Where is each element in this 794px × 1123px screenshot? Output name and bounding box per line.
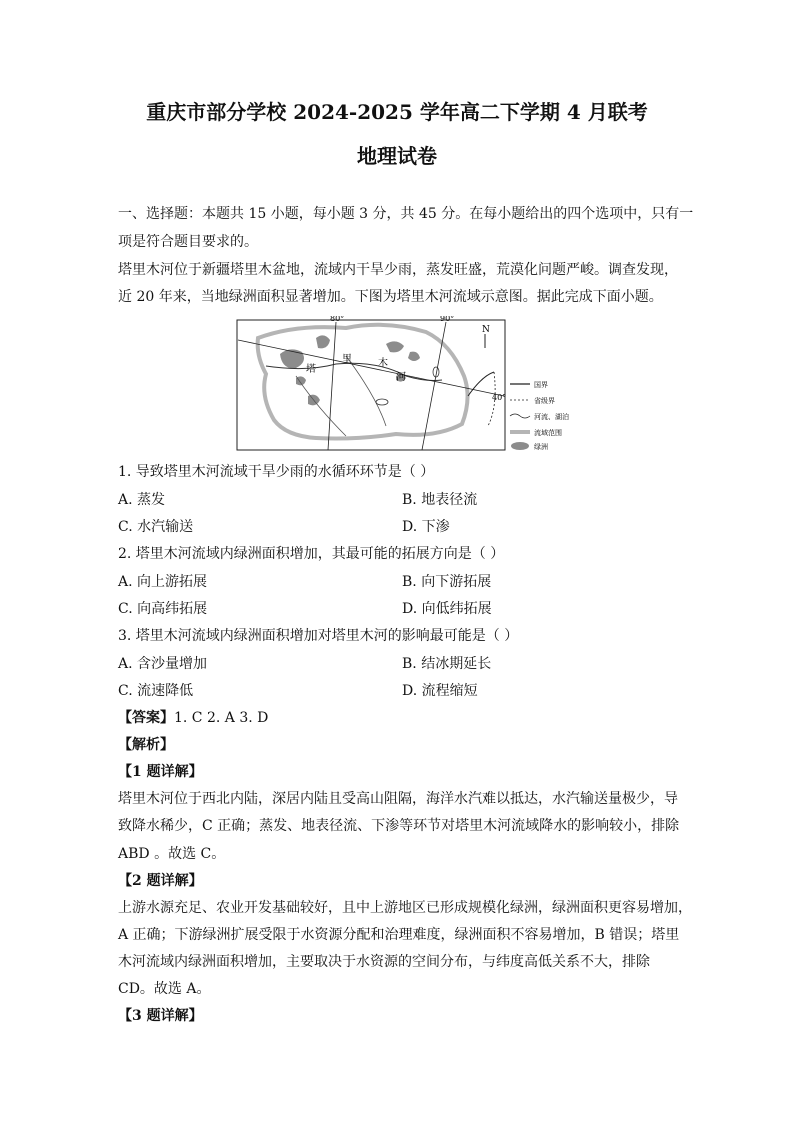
option-a[interactable]: A. 向上游拓展 bbox=[118, 574, 208, 590]
analysis-line: CD。故选 A。 bbox=[118, 981, 211, 997]
north-label: N bbox=[482, 325, 490, 335]
passage-line: 塔里木河位于新疆塔里木盆地，流域内干旱少雨，蒸发旺盛，荒漠化问题严峻。调查发现， bbox=[118, 262, 678, 278]
question-stem: 2. 塔里木河流域内绿洲面积增加，其最可能的拓展方向是（ ） bbox=[118, 546, 505, 562]
option-b[interactable]: B. 向下游拓展 bbox=[402, 574, 492, 590]
question-stem: 1. 导致塔里木河流域干旱少雨的水循环环节是（ ） bbox=[118, 464, 435, 480]
option-c[interactable]: C. 流速降低 bbox=[118, 683, 194, 699]
map-legend bbox=[510, 380, 569, 451]
option-a[interactable]: A. 含沙量增加 bbox=[118, 656, 208, 672]
option-c[interactable]: C. 向高纬拓展 bbox=[118, 601, 208, 617]
option-b[interactable]: B. 结冰期延长 bbox=[402, 656, 492, 672]
page-title: 重庆市部分学校 2024-2025 学年高二下学期 4 月联考 bbox=[146, 100, 648, 124]
option-d[interactable]: D. 向低纬拓展 bbox=[402, 601, 492, 617]
passage-line: 近 20 年来，当地绿洲面积显著增加。下图为塔里木河流域示意图。据此完成下面小题。 bbox=[118, 289, 663, 305]
q2-analysis-label: 【2 题详解】 bbox=[118, 873, 203, 889]
place-char: 木 bbox=[378, 358, 388, 369]
analysis-line: ABD 。故选 C。 bbox=[118, 846, 226, 862]
legend-label: 河流、湖泊 bbox=[534, 413, 569, 421]
section-intro-line: 一、选择题：本题共 15 小题，每小题 3 分，共 45 分。在每小题给出的四个选项中，只有一 bbox=[118, 206, 694, 222]
page-subtitle: 地理试卷 bbox=[357, 144, 437, 168]
legend-oasis-icon bbox=[511, 442, 529, 450]
place-char: 塔 bbox=[306, 364, 316, 375]
analysis-line: 致降水稀少，C 正确；蒸发、地表径流、下渗等环节对塔里木河流域降水的影响较小，排除 bbox=[118, 818, 680, 834]
answer-row bbox=[118, 707, 268, 727]
section-intro-line: 项是符合题目要求的。 bbox=[118, 234, 258, 250]
option-b[interactable]: B. 地表径流 bbox=[402, 492, 478, 508]
legend-river-icon bbox=[510, 414, 530, 418]
legend-label: 流域范围 bbox=[534, 429, 562, 437]
analysis-line: A 正确；下游绿洲扩展受限于水资源分配和治理难度，绿洲面积不容易增加，B 错误；塔里 bbox=[118, 927, 680, 943]
place-char: 里 bbox=[342, 354, 352, 365]
analysis-label: 【解析】 bbox=[118, 737, 174, 753]
legend-label: 国界 bbox=[534, 381, 548, 389]
place-char: 河 bbox=[396, 372, 406, 383]
lon-label-80: 80° bbox=[330, 316, 345, 323]
option-d[interactable]: D. 流程缩短 bbox=[402, 683, 478, 699]
tarim-river-map bbox=[236, 316, 576, 452]
answer-label: 【答案】 bbox=[118, 710, 174, 726]
legend-label: 省级界 bbox=[534, 397, 555, 405]
option-a[interactable]: A. 蒸发 bbox=[118, 492, 166, 508]
option-c[interactable]: C. 水汽输送 bbox=[118, 519, 194, 535]
lat-label-40: 40° bbox=[492, 393, 507, 402]
analysis-line: 木河流域内绿洲面积增加，主要取决于水资源的空间分布，与纬度高低关系不大，排除 bbox=[118, 954, 650, 970]
analysis-line: 上游水源充足、农业开发基础较好，且中上游地区已形成规模化绿洲，绿洲面积更容易增加， bbox=[118, 900, 692, 916]
option-d[interactable]: D. 下渗 bbox=[402, 519, 450, 535]
question-stem: 3. 塔里木河流域内绿洲面积增加对塔里木河的影响最可能是（ ） bbox=[118, 628, 519, 644]
answer-text: 1. C 2. A 3. D bbox=[174, 710, 269, 726]
q3-analysis-label: 【3 题详解】 bbox=[118, 1008, 203, 1024]
legend-label: 绿洲 bbox=[534, 443, 548, 451]
analysis-line: 塔里木河位于西北内陆，深居内陆且受高山阻隔，海洋水汽难以抵达，水汽输送量极少，导 bbox=[118, 791, 678, 807]
map-svg bbox=[236, 316, 576, 452]
lon-label-90: 90° bbox=[440, 316, 455, 323]
q1-analysis-label: 【1 题详解】 bbox=[118, 764, 203, 780]
